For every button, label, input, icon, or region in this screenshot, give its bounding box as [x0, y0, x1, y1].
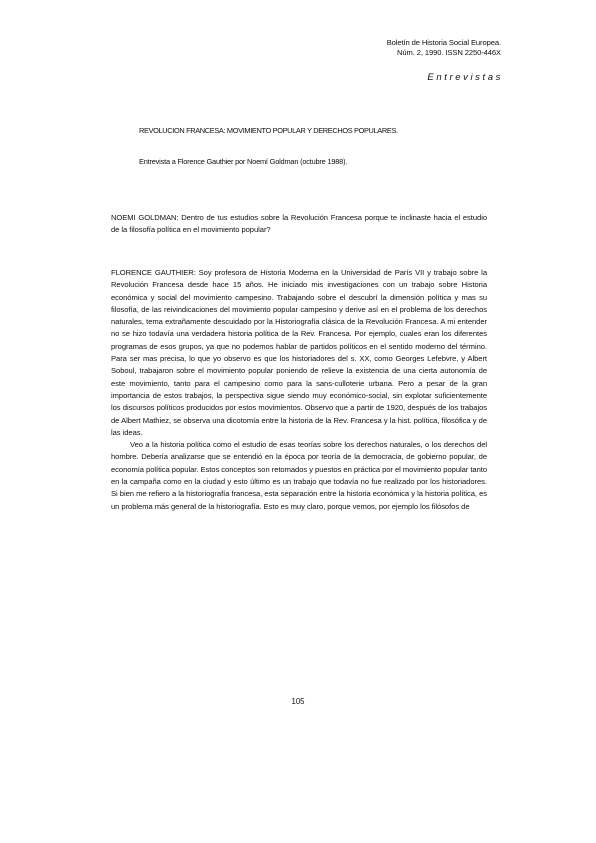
question-paragraph: NOEMI GOLDMAN: Dentro de tus estudios sobre la Revolución Francesa porque te inclinaste hacia el estudio de la filosofía política en el movimiento popular? — [111, 213, 487, 235]
journal-name: Boletín de Historia Social Europea. — [386, 38, 501, 47]
interview-question — [111, 212, 487, 237]
interview-answer — [111, 267, 487, 513]
answer-paragraph-1: FLORENCE GAUTHIER: Soy profesora de Historia Moderna en la Universidad de París VII y trabajo sobre la Revolución Francesa desde hace 15 años. He iniciado mis investigaciones con un trabajo sobre Historia económica y social del movimiento campesino. Trabajando sobre el descubrí la dimensión política y mas su filosofía, de las reivindicaciones del movimiento popular campesino y derive así en el problema de los derechos naturales, tema extrañamente descuidado por la Historiografía clásica de la Revolución Francesa. A mi entender no se hizo todavía una verdadera historia política de la Rev. Francesa. Por ejemplo, cuales eran los diferentes programas de esos grupos, ya que no podemos hablar de partidos políticos en el sentido moderno del término. Para ser mas precisa, lo que yo observo es que los historiadores del s. XX, como Georges Lefebvre, y Albert Soboul, trabajaron sobre el movimiento popular poniendo de relieve la existencia de una cierta autonomía de este movimiento, tanto para el campesino como para la sans-culloterie urbana. Pero a pesar de la gran importancia de estos trabajos, la perspectiva sigue siendo muy económico-social, sin explotar suficientemente los discursos políticos producidos por estos movimientos. Observo que a partir de 1920, después de los trabajos de Albert Mathiez, se observa una dicotomía entre la historia de la Rev. Francesa y la hist. política, filosófica y de las ideas. — [111, 268, 487, 437]
page-number: 105 — [291, 697, 305, 706]
section-label: Entrevistas — [427, 72, 503, 83]
article-subtitle: Entrevista a Florence Gauthier por Noemí Goldman (octubre 1988). — [139, 157, 348, 166]
journal-issue: Núm. 2, 1990. ISSN 2250-446X — [397, 48, 501, 57]
answer-paragraph-2: Veo a la historia política como el estudio de esas teorías sobre los derechos naturales, o los derechos del hombre. Debería analizarse que se entendió en la época por teoría de la democracia, de gobierno popular, de economía política popular. Estos conceptos son retomados y puestos en práctica por el movimiento popular tanto en la campaña como en la ciudad y esto último es un trabajo que todavía no fue realizado por los historiadores. Si bien me refiero a la historiografía francesa, esta separación entre la historia económica y la historia política, es un problema más general de la historiografía. Esto es muy claro, porque vemos, por ejemplo los filósofos de — [111, 440, 487, 511]
journal-header — [387, 38, 501, 58]
article-title: REVOLUCION FRANCESA: MOVIMIENTO POPULAR Y DERECHOS POPULARES. — [139, 126, 398, 135]
